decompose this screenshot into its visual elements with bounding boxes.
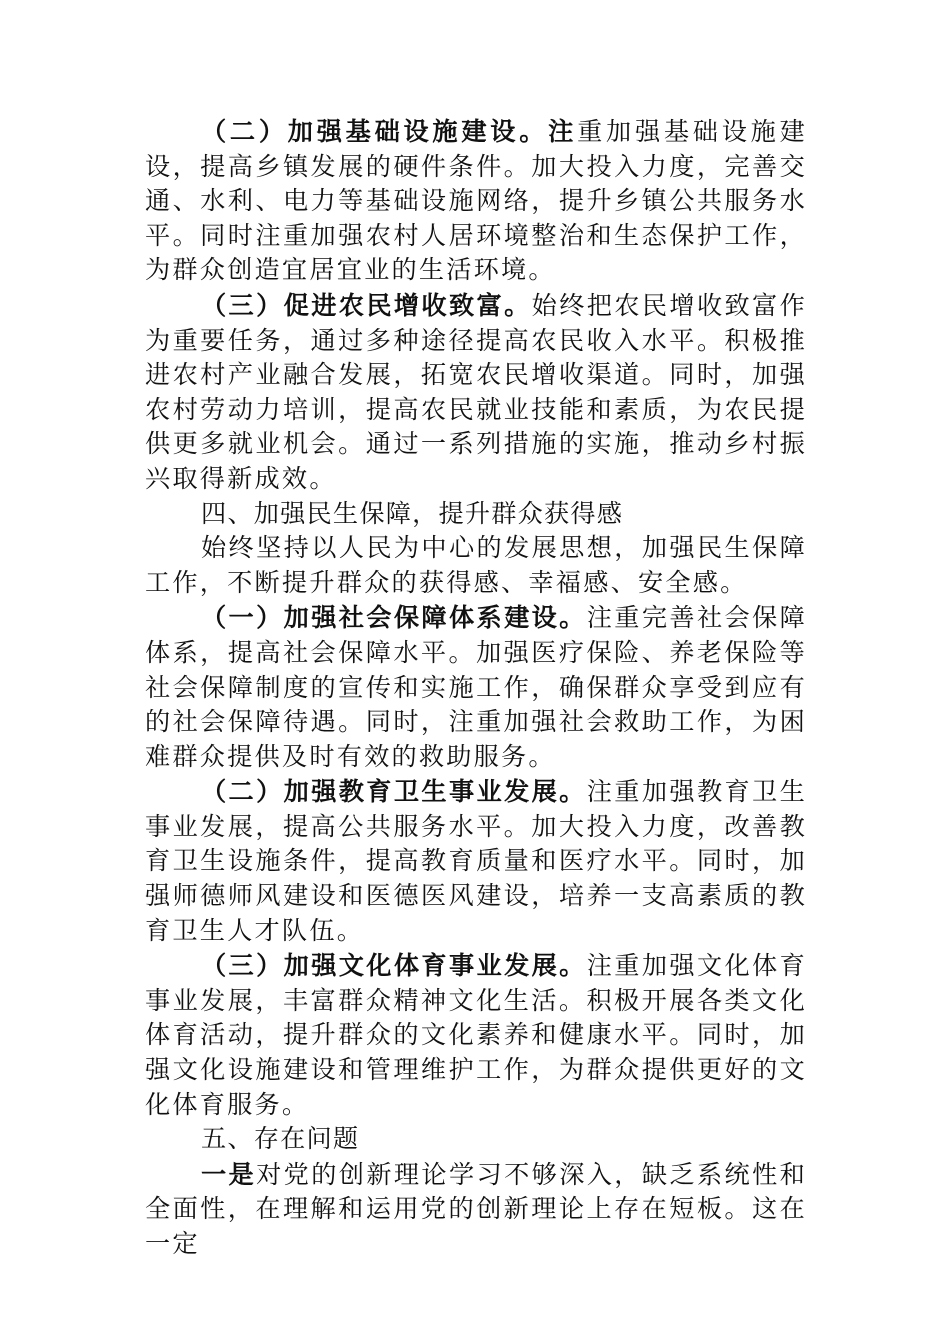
paragraph-lead: 一是 xyxy=(201,1158,257,1189)
section-heading-livelihood: 四、加强民生保障，提升群众获得感 xyxy=(201,498,624,528)
paragraph-lead: （一）加强社会保障体系建设。 xyxy=(201,602,587,633)
paragraph-text: 对党的创新理论学习不够深入，缺乏系统性和全面性，在理解和运用党的创新理论上存在短板。这在一定 xyxy=(145,1159,807,1258)
paragraph-lead: （三）促进农民增收致富。 xyxy=(201,289,532,320)
paragraph-farmer-income xyxy=(145,288,807,497)
paragraph-text: 始终把农民增收致富作为重要任务，通过多种途径提高农民收入水平。积极推进农村产业融合发展，拓宽农民增收渠道。同时，加强农村劳动力培训，提高农民就业技能和素质，为农民提供更多就业机会。通过一系列措施的实施，推动乡村振兴取得新成效。 xyxy=(145,290,808,493)
paragraph-social-security xyxy=(145,600,807,774)
paragraph-lead: （二）加强基础设施建设。注 xyxy=(201,116,578,146)
paragraph-problem-one xyxy=(145,1157,807,1262)
paragraph-text: 始终坚持以人民为中心的发展思想，加强民生保障工作，不断提升群众的获得感、幸福感、安全感。 xyxy=(145,533,807,597)
paragraph-education-health xyxy=(145,774,807,948)
paragraph-infrastructure xyxy=(145,114,807,288)
paragraph-text: 重加强基础设施建设，提高乡镇发展的硬件条件。加大投入力度，完善交通、水利、电力等基础设施网络，提升乡镇公共服务水平。同时注重加强农村人居环境整治和生态保护工作，为群众创造宜居宜业的生活环境。 xyxy=(145,117,807,285)
paragraph-text: 注重加强文化体育事业发展，丰富群众精神文化生活。积极开展各类文化体育活动，提升群众的文化素养和健康水平。同时，加强文化设施建设和管理维护工作，为群众提供更好的文化体育服务。 xyxy=(145,951,807,1119)
paragraph-culture-sports xyxy=(145,948,807,1122)
paragraph-text: 注重完善社会保障体系，提高社会保障水平。加强医疗保险、养老保险等社会保障制度的宣传和实施工作，确保群众享受到应有的社会保障待遇。同时，注重加强社会救助工作，为困难群众提供及时有效的救助服务。 xyxy=(145,603,807,771)
section-heading-problems: 五、存在问题 xyxy=(201,1124,360,1154)
paragraph-lead: （二）加强教育卫生事业发展。 xyxy=(201,776,587,807)
paragraph-livelihood-intro xyxy=(145,531,807,600)
document-body xyxy=(145,114,807,1262)
paragraph-lead: （三）加强文化体育事业发展。 xyxy=(201,950,587,981)
paragraph-text: 注重加强教育卫生事业发展，提高公共服务水平。加大投入力度，改善教育卫生设施条件，提高教育质量和医疗水平。同时，加强师德师风建设和医德医风建设，培养一支高素质的教育卫生人才队伍。 xyxy=(145,777,807,945)
